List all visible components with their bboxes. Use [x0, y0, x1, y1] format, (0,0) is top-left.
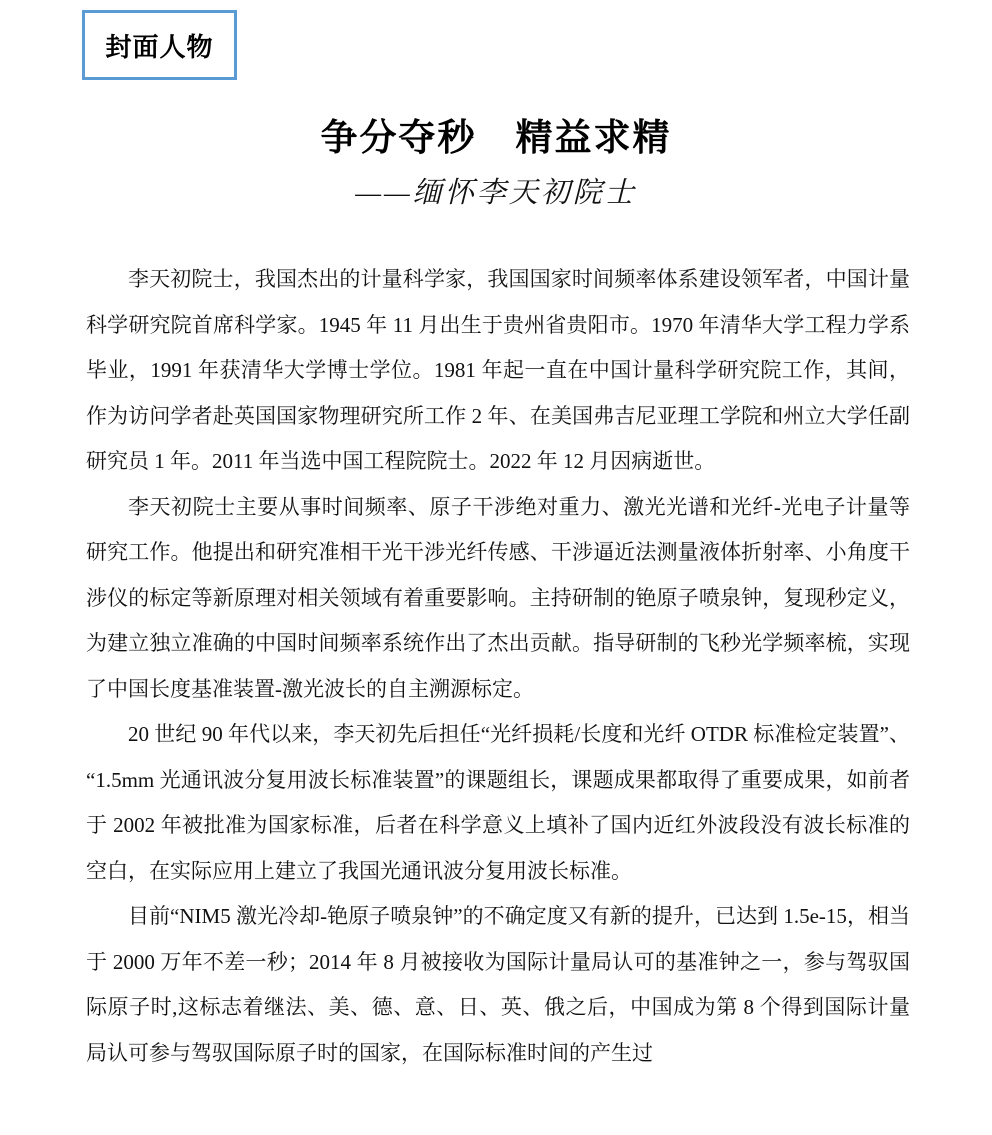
body-paragraph-4: 目前“NIM5 激光冷却-铯原子喷泉钟”的不确定度又有新的提升，已达到 1.5e-15，相当于 2000 万年不差一秒；2014 年 8 月被接收为国际计量局认可的基准钟之一，参与驾驭国际原子时,这标志着继法、美、德、意、日、英、俄之后，中国成为第 8 个得到国际计量局认可参与驾驭国际原子时的国家，在国际标准时间的产生过 — [86, 904, 910, 1065]
article-body — [86, 257, 910, 1076]
cover-figure-badge-label: 封面人物 — [105, 31, 214, 62]
article-title: 争分夺秒 精益求精 — [320, 117, 672, 158]
article-subtitle: ——缅怀李天初院士 — [355, 177, 637, 209]
body-paragraph-3: 20 世纪 90 年代以来，李天初先后担任“光纤损耗/长度和光纤 OTDR 标准检定装置”、“1.5mm 光通讯波分复用波长标准装置”的课题组长，课题成果都取得了重要成果，如前者于 2002 年被批准为国家标准，后者在科学意义上填补了国内近红外波段没有波长标准的空白，在实际应用上建立了我国光通讯波分复用波长标准。 — [86, 722, 910, 883]
body-paragraph-2: 李天初院士主要从事时间频率、原子干涉绝对重力、激光光谱和光纤-光电子计量等研究工作。他提出和研究准相干光干涉光纤传感、干涉逼近法测量液体折射率、小角度干涉仪的标定等新原理对相关领域有着重要影响。主持研制的铯原子喷泉钟，复现秒定义，为建立独立准确的中国时间频率系统作出了杰出贡献。指导研制的飞秒光学频率梳，实现了中国长度基准装置-激光波长的自主溯源标定。 — [86, 494, 910, 701]
body-paragraph-1: 李天初院士，我国杰出的计量科学家，我国国家时间频率体系建设领军者，中国计量科学研究院首席科学家。1945 年 11 月出生于贵州省贵阳市。1970 年清华大学工程力学系毕业，1991 年获清华大学博士学位。1981 年起一直在中国计量科学研究院工作，其间，作为访问学者赴英国国家物理研究所工作 2 年、在美国弗吉尼亚理工学院和州立大学任副研究员 1 年。2011 年当选中国工程院院士。2022 年 12 月因病逝世。 — [86, 267, 910, 473]
cover-figure-badge — [82, 10, 237, 80]
